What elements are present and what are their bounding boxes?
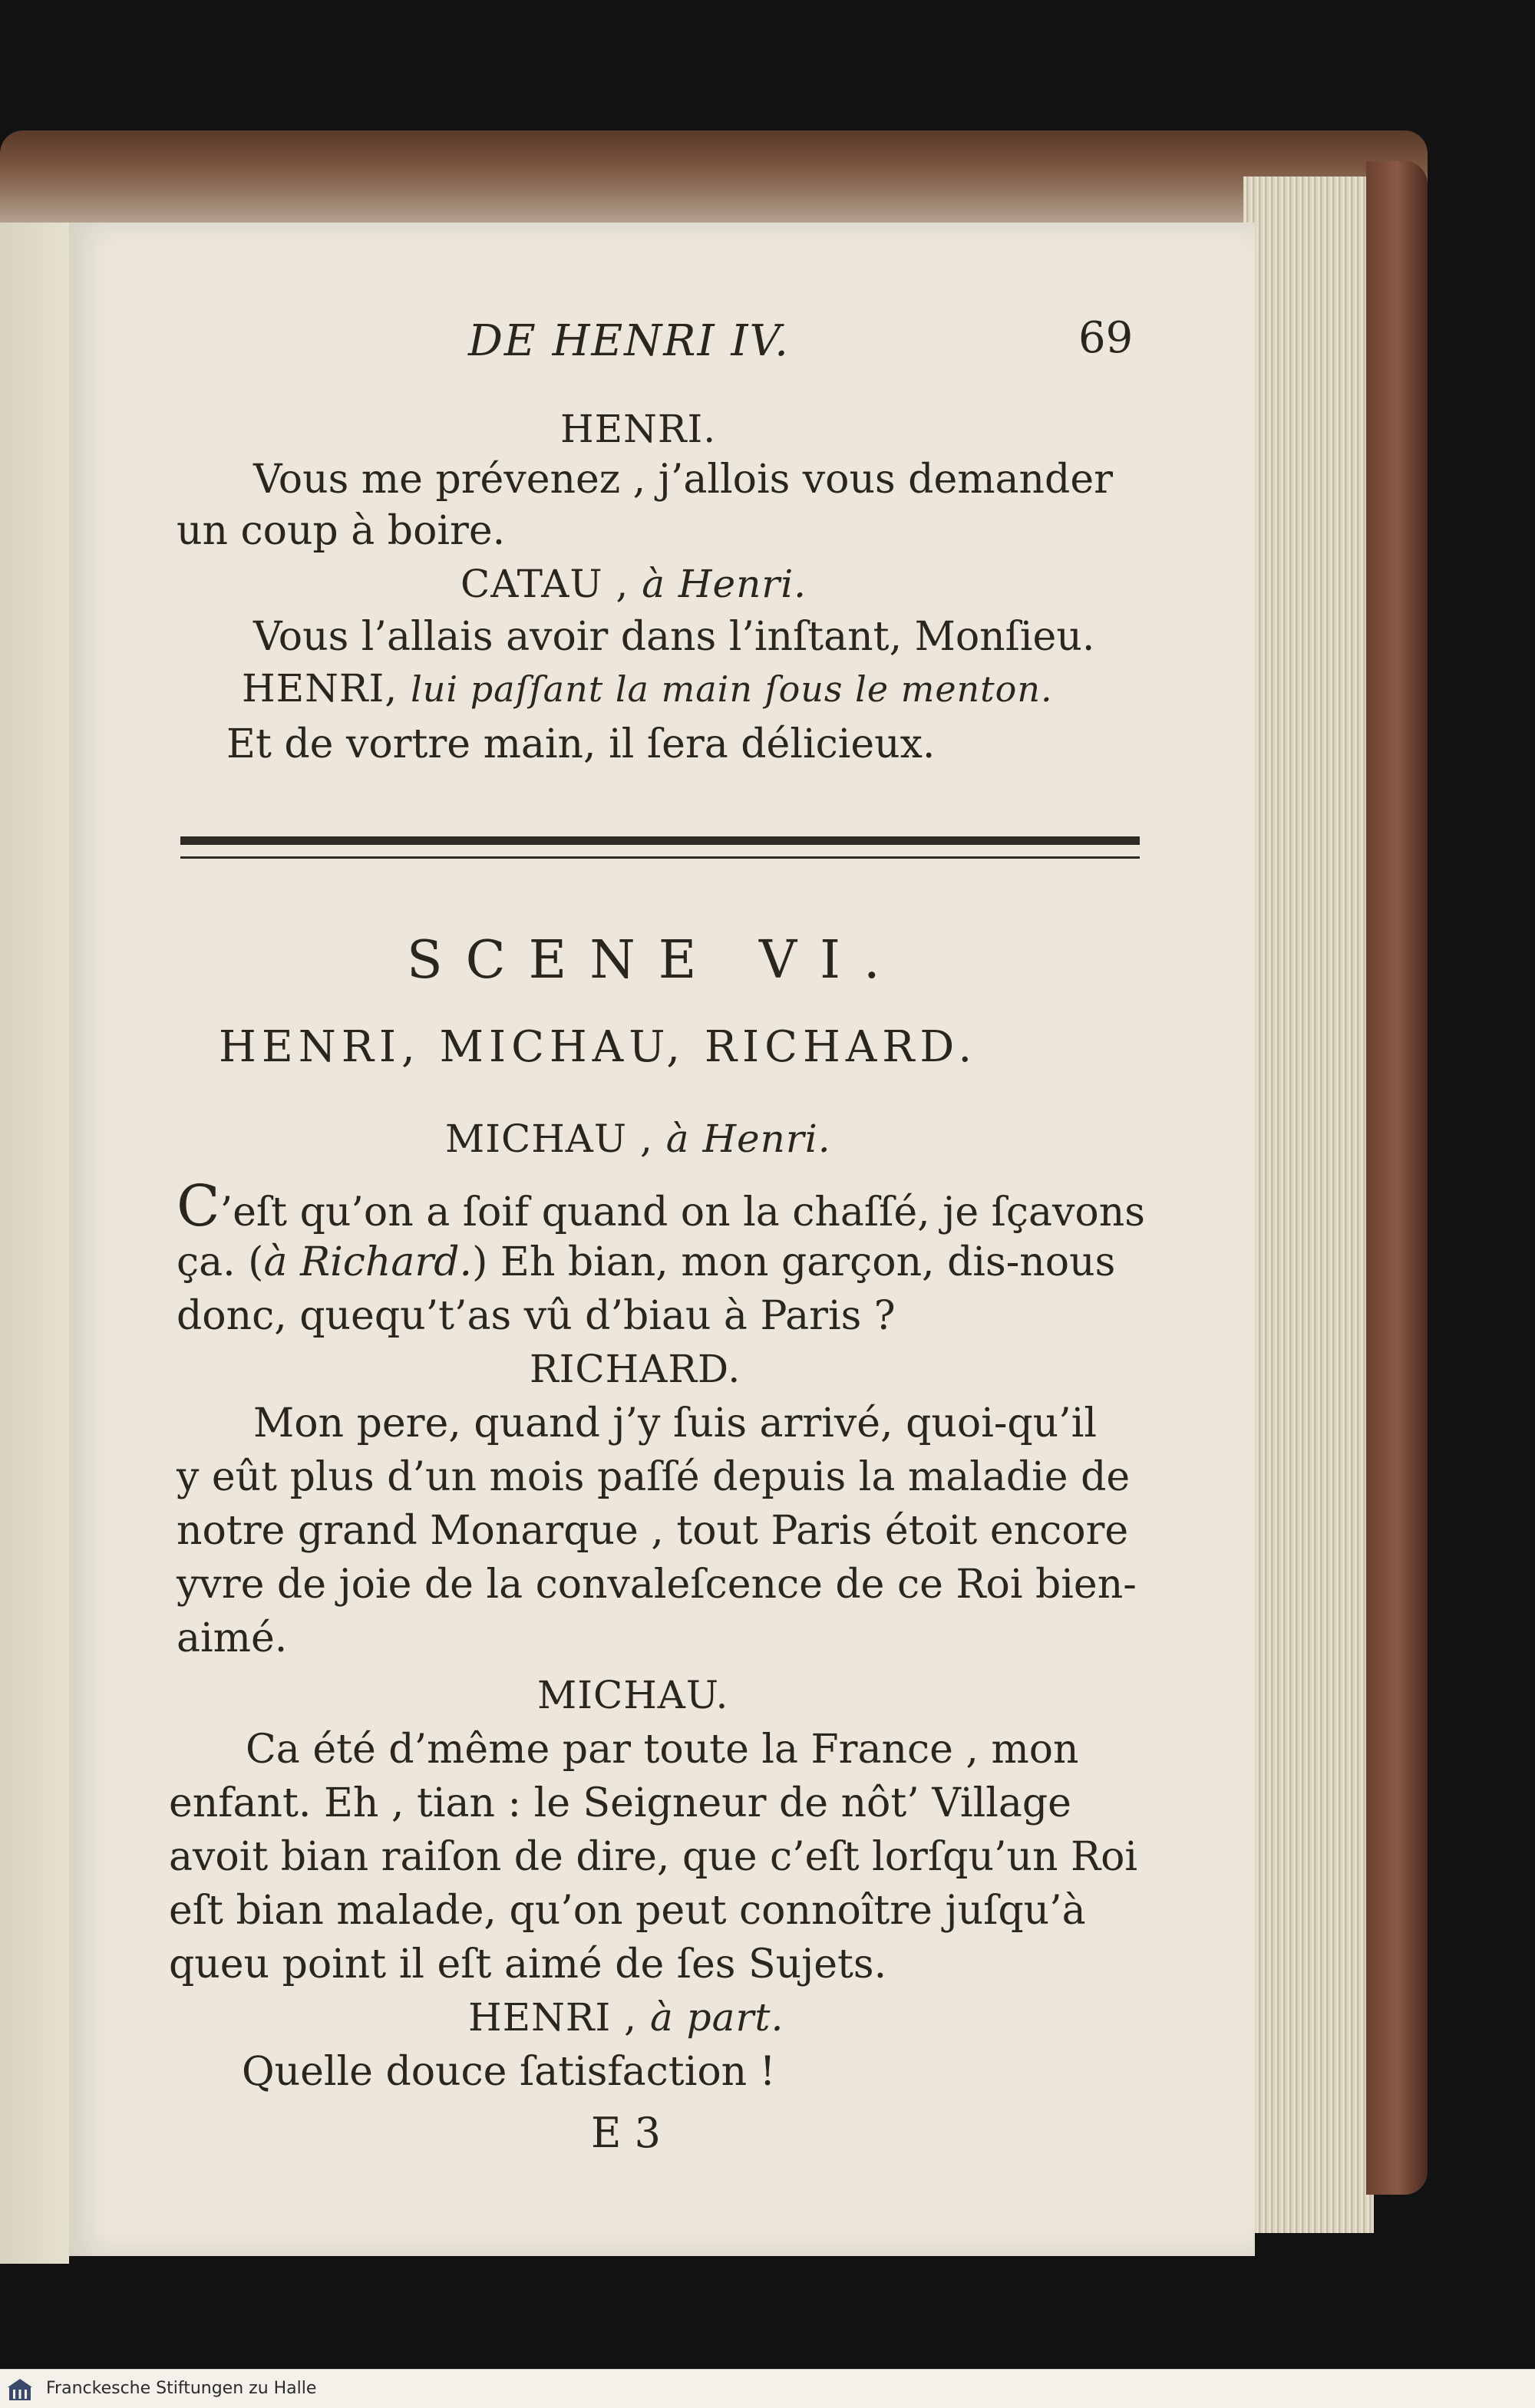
speaker-catau: CATAU , à Henri. (460, 562, 807, 606)
dialogue-line: Quelle douce ſatisfaction ! (242, 2049, 776, 2095)
dialogue-line: Et de vortre main, il ſera délicieux. (226, 721, 936, 767)
dialogue-line: eſt bian malade, qu’on peut connoître juſqu’à (169, 1888, 1086, 1934)
page-block-edges (1243, 176, 1374, 2233)
dialogue-line: queu point il eſt aimé de ſes Sujets. (169, 1941, 887, 1987)
speaker-henri: HENRI , à part. (468, 1995, 784, 2040)
dialogue-line: Vous l’allais avoir dans l’inſtant, Monſieu. (253, 614, 1095, 660)
drop-cap: C (177, 1173, 220, 1239)
running-head: DE HENRI IV. (468, 316, 790, 366)
dialogue-line: un coup à boire. (177, 508, 506, 554)
speaker-henri: HENRI. (560, 407, 717, 451)
speaker-michau: MICHAU , à Henri. (445, 1117, 831, 1161)
dialogue-line: notre grand Monarque , tout Paris étoit encore (177, 1508, 1129, 1554)
footer-label: Franckesche Stiftungen zu Halle (46, 2379, 317, 2398)
page-number: 69 (1078, 313, 1134, 363)
dialogue-line: Vous me prévenez , j’allois vous demander (253, 457, 1113, 503)
dialogue-line: donc, quequ’t’as vû d’biau à Paris ? (177, 1293, 896, 1339)
speaker-richard: RICHARD. (530, 1347, 741, 1391)
book-page (69, 223, 1255, 2256)
stage-direction: à Henri. (665, 1117, 831, 1161)
book-cover-top (0, 130, 1428, 238)
speaker-henri: HENRI, lui paſſant la main ſous le menton. (242, 666, 1053, 711)
dialogue-line: y eût plus d’un mois paſſé depuis la maladie de (177, 1454, 1131, 1500)
stage-direction: à part. (649, 1995, 784, 2040)
institution-logo-icon (6, 2376, 34, 2403)
dialogue-line: C’eſt qu’on a ſoif quand on la chaſſé, je ſçavons (177, 1173, 1145, 1239)
dialogue-line: enfant. Eh , tian : le Seigneur de nôt’ Village (169, 1780, 1071, 1826)
dialogue-line: avoit bian raiſon de dire, que c’eſt lorſqu’un Roi (169, 1834, 1138, 1880)
dialogue-line: aimé. (177, 1615, 288, 1661)
scene-divider-thick (180, 836, 1140, 845)
stage-direction: à Richard. (263, 1239, 473, 1285)
facing-page-edge (0, 223, 69, 2264)
stage-direction: à Henri. (642, 562, 807, 606)
speaker-michau: MICHAU. (537, 1673, 729, 1717)
scene-divider-thin (180, 856, 1140, 859)
dialogue-line: Ca été d’même par toute la France , mon (246, 1727, 1079, 1773)
signature-mark: E 3 (591, 2109, 661, 2157)
scene-title: SCENE VI. (407, 930, 903, 991)
dialogue-line: ça. (à Richard.) Eh bian, mon garçon, dis-nous (177, 1239, 1116, 1285)
dialogue-line: Mon pere, quand j’y ſuis arrivé, quoi-qu’il (253, 1400, 1097, 1446)
footer-bar (0, 2369, 1535, 2408)
scene-characters: HENRI, MICHAU, RICHARD. (219, 1022, 978, 1072)
stage-direction: lui paſſant la main ſous le menton. (411, 668, 1053, 710)
book-cover-right (1366, 161, 1428, 2195)
dialogue-line: yvre de joie de la convaleſcence de ce Roi bien- (177, 1562, 1137, 1608)
